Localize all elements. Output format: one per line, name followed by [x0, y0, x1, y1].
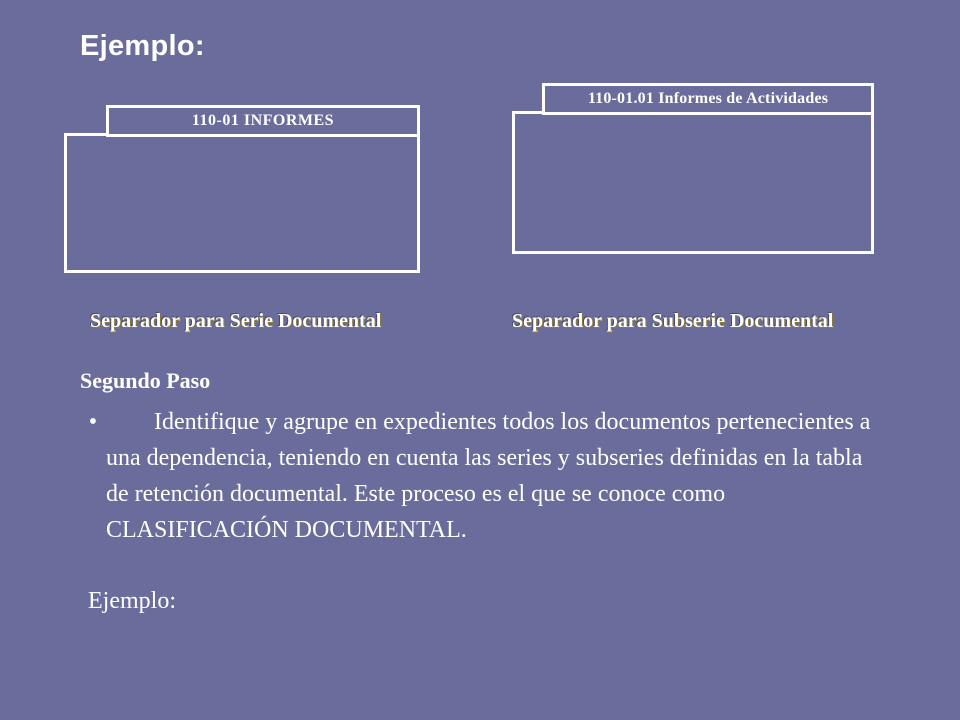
trailing-example-label: Ejemplo: [88, 588, 176, 614]
subserie-separator-figure [512, 83, 874, 333]
separator-diagram [0, 80, 960, 340]
page-title: Ejemplo: [80, 30, 205, 62]
bullet-icon: • [88, 409, 98, 435]
bullet-list [80, 404, 890, 548]
list-item [80, 404, 890, 548]
subserie-caption: Separador para Subserie Documental [512, 310, 834, 332]
step-heading: Segundo Paso [80, 368, 211, 393]
subserie-tab-label: 110-01.01 Informes de Actividades [542, 83, 874, 115]
serie-body-box [64, 133, 420, 273]
bullet-text: Identifique y agrupe en expedientes todos los documentos pertenecientes a una dependencia, teniendo en cuenta las series y subseries definidas en la tabla de retención documental. Este proceso es el que se conoce como CLASIFICACIÓN DOCUMENTAL. [106, 409, 871, 543]
serie-separator-figure [64, 105, 420, 330]
serie-tab-label: 110-01 INFORMES [106, 105, 420, 137]
serie-caption: Separador para Serie Documental [90, 310, 382, 332]
subserie-body-box [512, 111, 874, 254]
